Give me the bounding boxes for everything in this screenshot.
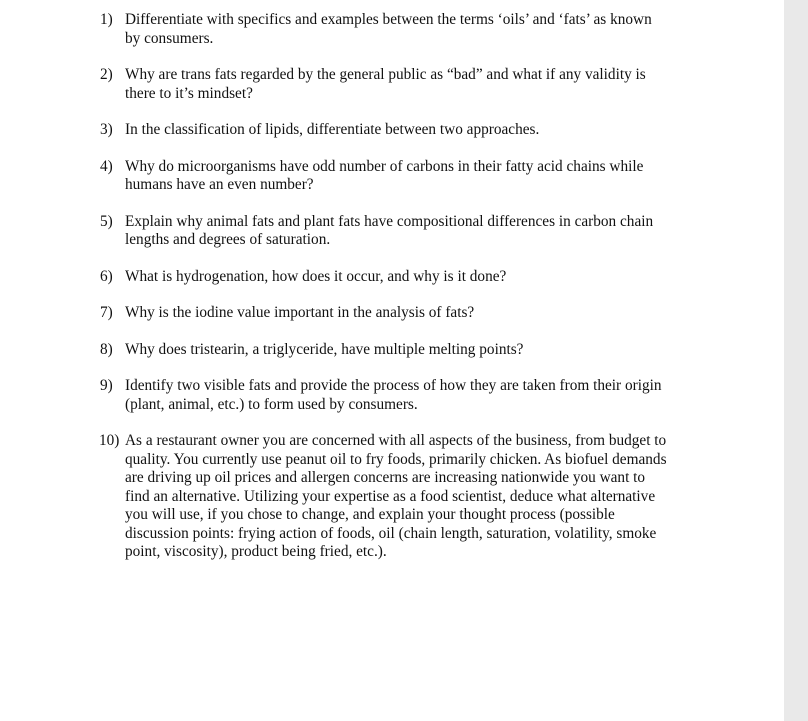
question-text: Explain why animal fats and plant fats have compositional differences in carbon chain lengths and degrees of saturation. <box>125 212 654 248</box>
question-item <box>100 304 670 323</box>
question-item <box>100 11 670 48</box>
question-item <box>100 66 670 103</box>
question-text: Why does tristearin, a triglyceride, have multiple melting points? <box>125 340 524 358</box>
question-text: Why is the iodine value important in the analysis of fats? <box>125 304 475 321</box>
question-item <box>100 213 670 250</box>
question-text: Why are trans fats regarded by the general public as “bad” and what if any validity is there to it’s mindset? <box>125 66 646 102</box>
question-number: 4) <box>100 157 113 175</box>
question-number: 1) <box>100 11 113 28</box>
viewer-scroll-gutter[interactable] <box>784 0 808 721</box>
question-number: 3) <box>100 121 113 138</box>
question-text: Identify two visible fats and provide the process of how they are taken from their origin (plant, animal, etc.) to form used by consumers. <box>125 377 662 413</box>
question-item <box>100 341 670 360</box>
question-text: Differentiate with specifics and examples between the terms ‘oils’ and ‘fats’ as known by consumers. <box>125 11 652 47</box>
question-text: In the classification of lipids, differentiate between two approaches. <box>125 121 540 138</box>
question-item <box>100 268 670 287</box>
question-item <box>100 121 670 140</box>
question-number: 8) <box>100 340 113 358</box>
question-number: 10) <box>99 432 120 449</box>
question-list <box>100 11 670 580</box>
question-item <box>100 432 670 562</box>
question-item <box>100 377 670 414</box>
question-text: What is hydrogenation, how does it occur, and why is it done? <box>125 267 507 285</box>
question-text: As a restaurant owner you are concerned with all aspects of the business, from budget to quality. You currently use peanut oil to fry foods, primarily chicken. As biofuel demands are driving up oil prices and allergen concerns are increasing nationwide you want to find an alternative. Utilizing your expertise as a food scientist, deduce what alternative you will use, if you chose to change, and explain your thought process (possible discussion points: frying action of foods, oil (chain length, saturation, volatility, smoke point, viscosity), product being fried, etc.). <box>125 432 667 560</box>
question-number: 9) <box>100 377 113 394</box>
question-text: Why do microorganisms have odd number of carbons in their fatty acid chains while humans have an even number? <box>125 157 644 193</box>
question-number: 7) <box>100 304 113 321</box>
question-item <box>100 158 670 195</box>
question-number: 6) <box>100 267 113 285</box>
question-number: 5) <box>100 212 113 230</box>
question-number: 2) <box>100 66 113 83</box>
